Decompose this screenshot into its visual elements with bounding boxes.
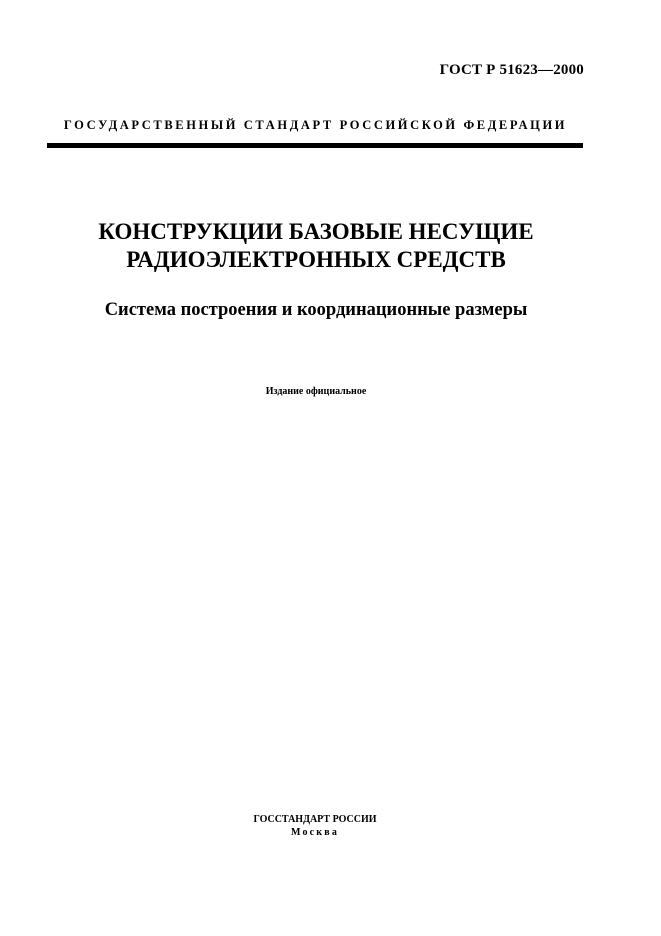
standard-header: ГОСУДАРСТВЕННЫЙ СТАНДАРТ РОССИЙСКОЙ ФЕДЕРАЦИИ [63, 118, 568, 132]
document-subtitle: Система построения и координационные размеры [104, 300, 528, 320]
document-number: ГОСТ Р 51623—2000 [439, 62, 584, 78]
title-line: КОНСТРУКЦИИ БАЗОВЫЕ НЕСУЩИЕ [98, 219, 534, 244]
edition-label: Издание официальное [265, 386, 367, 397]
publisher-block [215, 813, 415, 839]
header-rule [47, 143, 583, 148]
document-title [40, 218, 592, 274]
publisher-city: Москва [290, 827, 340, 838]
title-line: РАДИОЭЛЕКТРОННЫХ СРЕДСТВ [126, 247, 506, 272]
publisher-name: ГОССТАНДАРТ РОССИИ [253, 814, 377, 825]
